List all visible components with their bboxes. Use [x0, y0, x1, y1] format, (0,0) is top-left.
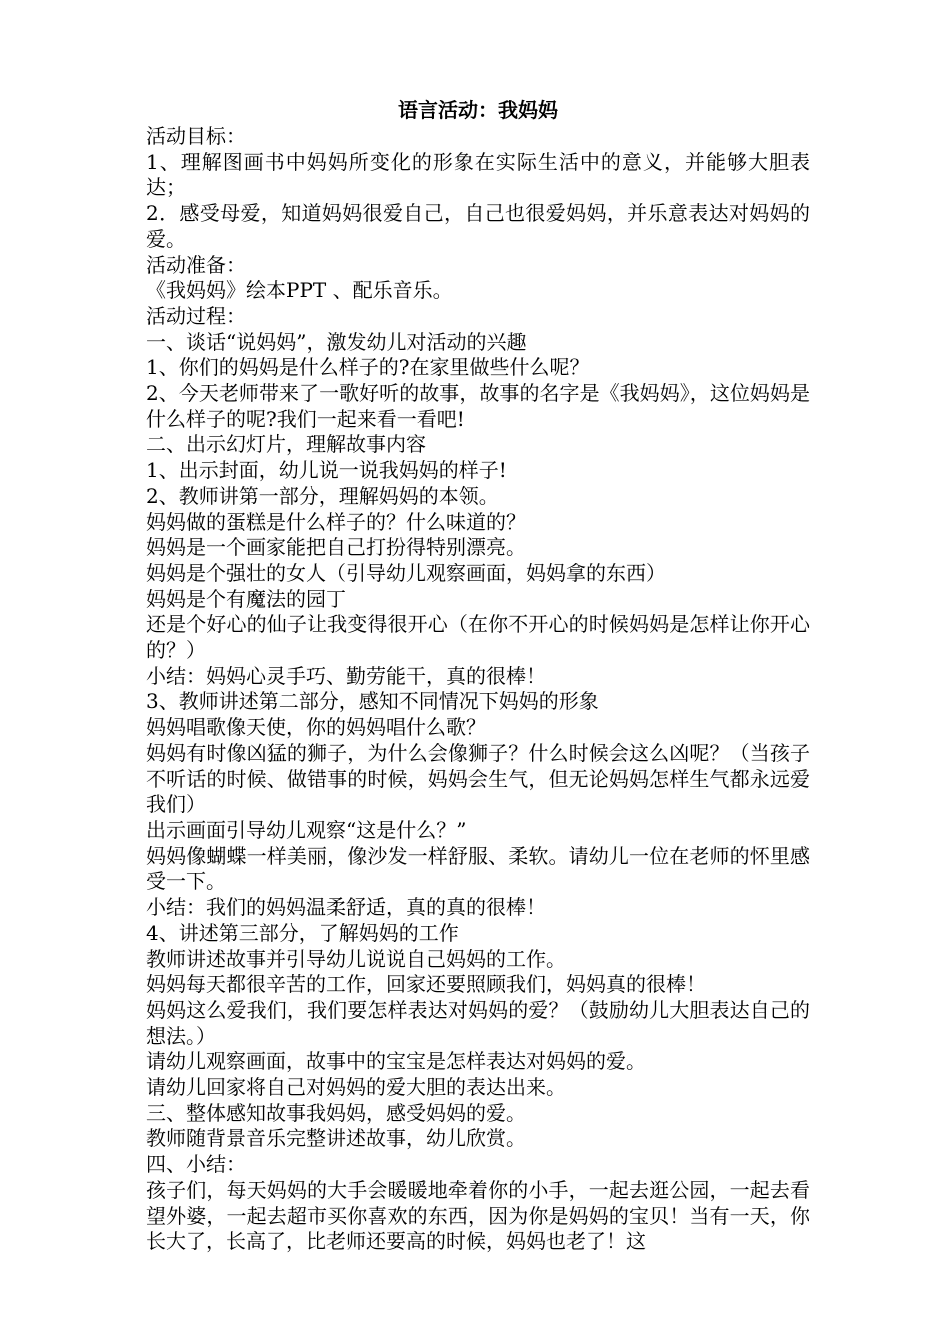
- paragraph-text: 3、教师讲述第二部分，感知不同情况下妈妈的形象: [146, 689, 599, 714]
- paragraph-activity-goals-heading: 活动目标：: [146, 124, 246, 148]
- paragraph-goal-1: 1、理解图画书中妈妈所变化的形象在实际生活中的意义，并能够大胆表达；: [146, 149, 810, 200]
- paragraph-summary: 小结：我们的妈妈温柔舒适，真的真的很棒！: [146, 895, 546, 920]
- paragraph-process-heading: 活动过程：: [146, 303, 246, 328]
- paragraph-text: 请幼儿回家将自己对妈妈的爱大胆的表达出来。: [146, 1075, 566, 1100]
- paragraph-summary: 小结：妈妈心灵手巧、勤劳能干，真的很棒！: [146, 663, 546, 688]
- paragraph-text: 妈妈像蝴蝶一样美丽，像沙发一样舒服、柔软。请幼儿一位在老师的怀里感受一下。: [146, 843, 810, 894]
- paragraph-text: 妈妈有时像凶猛的狮子，为什么会像狮子？什么时候会这么凶呢？（当孩子不听话的时候、做错事的时候，妈妈会生气，但无论妈妈怎样生气都永远爱我们）: [146, 740, 810, 817]
- paragraph-text: 教师讲述故事并引导幼儿说说自己妈妈的工作。: [146, 946, 566, 971]
- paragraph-text: 妈妈做的蛋糕是什么样子的？什么味道的？: [146, 509, 526, 534]
- paragraph-text: 孩子们，每天妈妈的大手会暖暖地牵着你的小手，一起去逛公园，一起去看望外婆，一起去超市买你喜欢的东西，因为你是妈妈的宝贝！当有一天，你长大了，长高了，比老师还要高的时候，妈妈也老了！这: [146, 1177, 810, 1254]
- paragraph-text: 妈妈是一个画家能把自己打扮得特别漂亮。: [146, 535, 526, 560]
- paragraph-section-1-heading: 一、谈话“说妈妈”，激发幼儿对活动的兴趣: [146, 329, 527, 354]
- document-page: [146, 96, 810, 1255]
- paragraph-preparation-heading: 活动准备：: [146, 252, 246, 277]
- paragraph-section-4-heading: 四、小结：: [146, 1152, 246, 1177]
- paragraph-text: 妈妈是个有魔法的园丁: [146, 586, 346, 611]
- paragraph-text: 2、教师讲第一部分，理解妈妈的本领。: [146, 483, 499, 508]
- paragraph-text: 还是个好心的仙子让我变得很开心（在你不开心的时候妈妈是怎样让你开心的？）: [146, 612, 810, 663]
- document-title: 语言活动：我妈妈: [398, 98, 558, 122]
- paragraph-preparation: 《我妈妈》绘本PPT 、配乐音乐。: [146, 278, 453, 303]
- paragraph-text: 妈妈每天都很辛苦的工作，回家还要照顾我们，妈妈真的很棒！: [146, 972, 706, 997]
- paragraph-text: 妈妈唱歌像天使，你的妈妈唱什么歌？: [146, 715, 486, 740]
- paragraph-text: 4、讲述第三部分，了解妈妈的工作: [146, 920, 459, 945]
- paragraph-text: 1、出示封面，幼儿说一说我妈妈的样子!: [146, 458, 507, 483]
- paragraph-text: 出示画面引导幼儿观察“这是什么？”: [146, 817, 467, 842]
- paragraph-text: 妈妈这么爱我们，我们要怎样表达对妈妈的爱？（鼓励幼儿大胆表达自己的想法。）: [146, 997, 810, 1048]
- paragraph-text: 请幼儿观察画面，故事中的宝宝是怎样表达对妈妈的爱。: [146, 1049, 646, 1074]
- paragraph-section-2-heading: 二、出示幻灯片，理解故事内容: [146, 432, 426, 457]
- paragraph-section-3-heading: 三、整体感知故事我妈妈，感受妈妈的爱。: [146, 1100, 526, 1125]
- paragraph-goal-2: 2．感受母爱，知道妈妈很爱自己，自己也很爱妈妈，并乐意表达对妈妈的爱。: [146, 201, 810, 251]
- paragraph-text: 1、你们的妈妈是什么样子的?在家里做些什么呢？: [146, 355, 590, 380]
- paragraph-text: 教师随背景音乐完整讲述故事，幼儿欣赏。: [146, 1126, 526, 1151]
- paragraph-text: 妈妈是个强壮的女人（引导幼儿观察画面，妈妈拿的东西）: [146, 560, 666, 585]
- paragraph-text: 2、今天老师带来了一歌好听的故事，故事的名字是《我妈妈》，这位妈妈是什么样子的呢?我们一起来看一看吧!: [146, 381, 810, 431]
- document-body: [146, 124, 810, 1255]
